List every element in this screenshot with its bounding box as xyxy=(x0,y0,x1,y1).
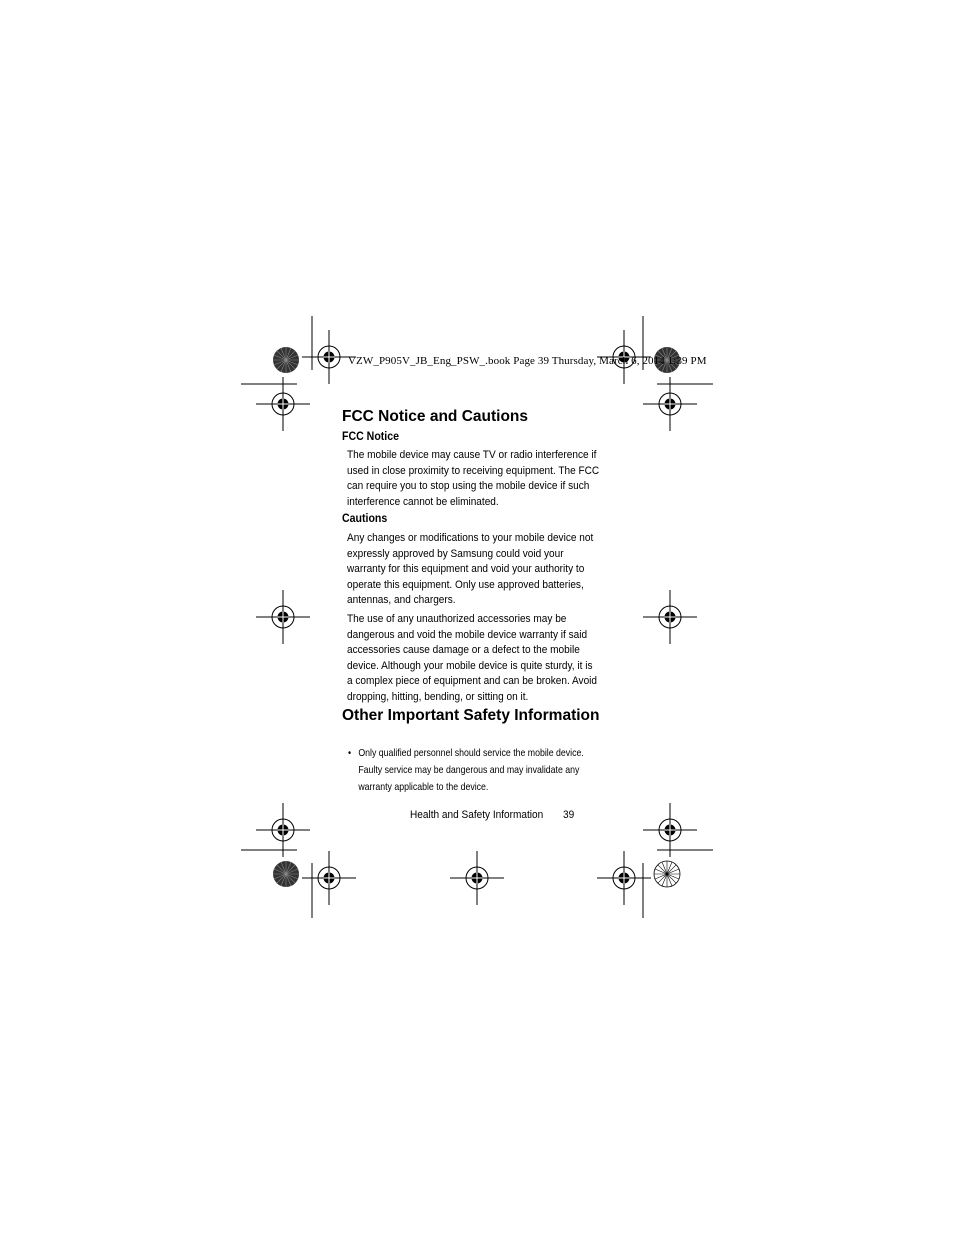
star-target xyxy=(273,347,299,373)
footer-section-name: Health and Safety Information xyxy=(410,809,544,821)
paragraph-cautions-2: The use of any unauthorized accessories may be dangerous and void the mobile device warranty if said accessories cause damage or a defect to the mobile device. Although your mobile device is quite sturdy, it is a complex piece of equipment and can be broken. Avoid dropping, hitting, bending, or sitting on it. xyxy=(347,613,598,703)
subheading-cautions: Cautions xyxy=(342,513,388,525)
list-item-text: Only qualified personnel should service the mobile device. Faulty service may be dangerous and may invalidate any warranty applicable to the device. xyxy=(358,748,584,793)
star-target xyxy=(654,861,680,887)
list-item xyxy=(348,745,597,796)
registration-mark xyxy=(256,377,310,431)
paragraph-cautions-1: Any changes or modifications to your mobile device not expressly approved by Samsung could void your warranty for this equipment and void your authority to operate this equipment. Only use approved batteries, antennas, and chargers. xyxy=(347,532,594,607)
star-target xyxy=(273,861,299,887)
registration-mark xyxy=(643,377,697,431)
section-title-fcc: FCC Notice and Cautions xyxy=(342,408,529,425)
bullet-icon: • xyxy=(348,748,352,759)
running-header: VZW_P905V_JB_Eng_PSW_.book Page 39 Thursday, March 6, 2014 1:39 PM xyxy=(348,355,707,367)
section-title-safety: Other Important Safety Information xyxy=(342,707,600,724)
registration-mark xyxy=(256,803,310,857)
page-number: 39 xyxy=(563,809,575,821)
page-footer xyxy=(410,809,574,821)
registration-mark xyxy=(302,851,356,905)
registration-mark xyxy=(643,590,697,644)
registration-mark xyxy=(643,803,697,857)
registration-mark xyxy=(450,851,504,905)
registration-mark xyxy=(256,590,310,644)
subheading-fcc-notice: FCC Notice xyxy=(342,431,400,443)
paragraph-fcc-notice: The mobile device may cause TV or radio interference if used in close proximity to receiving equipment. The FCC can require you to stop using the mobile device if such interference cannot be eliminated. xyxy=(347,449,600,508)
